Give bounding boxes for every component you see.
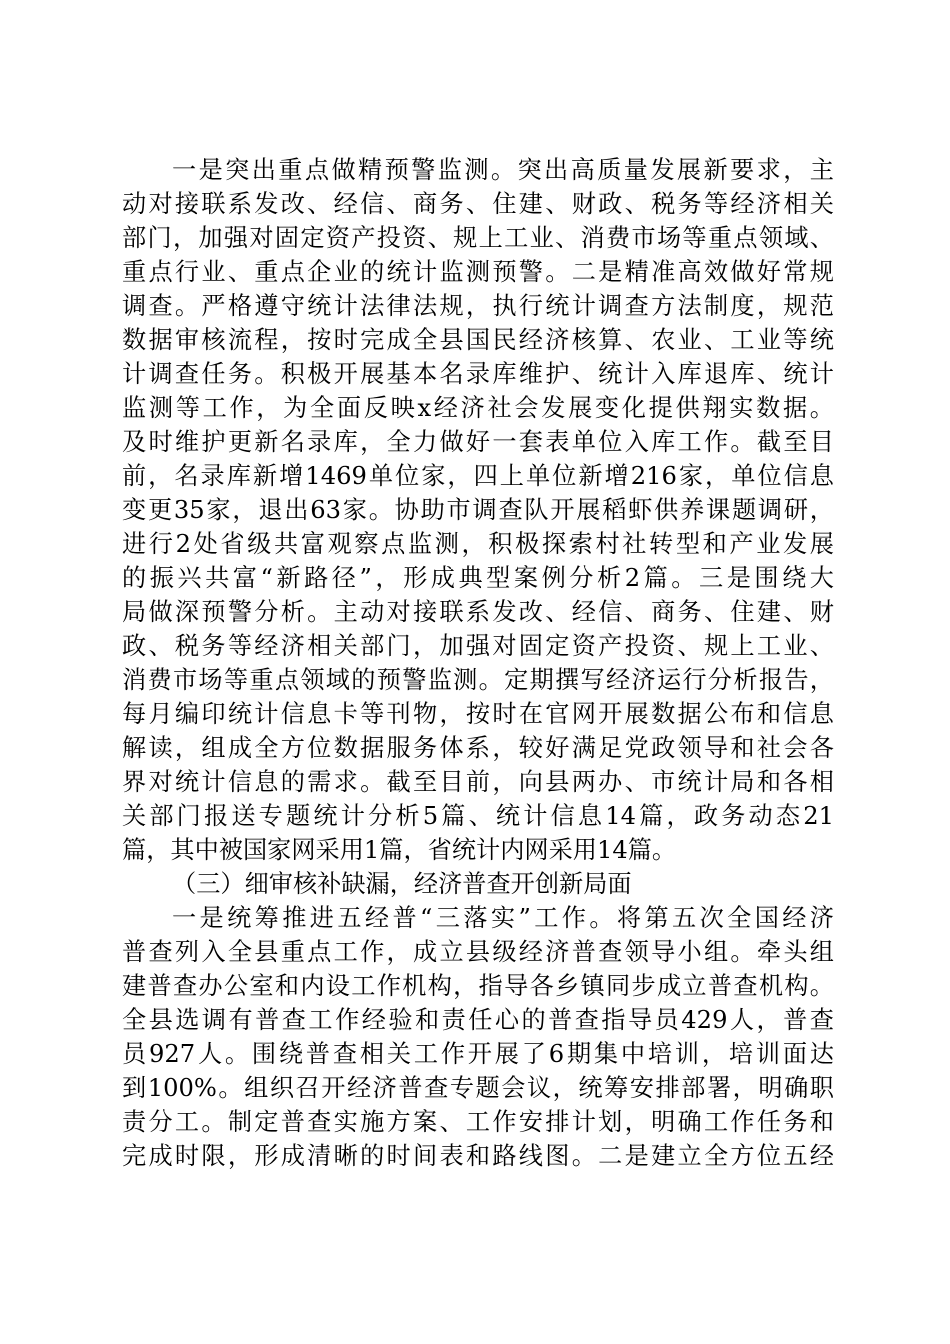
document-body (122, 153, 834, 1173)
paragraph-1-line: 一是突出重点做精预警监测。突出高质量发展新要求，主 (172, 156, 834, 184)
paragraph-1-line: 调查。严格遵守统计法律法规，执行统计调查方法制度，规范 (122, 292, 834, 320)
paragraph-1-line: 动对接联系发改、经信、商务、住建、财政、税务等经济相关 (122, 190, 834, 218)
paragraph-2-line: 建普查办公室和内设工作机构，指导各乡镇同步成立普查机构。 (122, 972, 834, 1000)
section-heading: （三）细审核补缺漏，经济普查开创新局面 (172, 870, 632, 898)
paragraph-1-line: 消费市场等重点领域的预警监测。定期撰写经济运行分析报告， (122, 666, 834, 694)
paragraph-1-line: 每月编印统计信息卡等刊物，按时在官网开展数据公布和信息 (122, 700, 834, 728)
paragraph-1-line: 的振兴共富“新路径”，形成典型案例分析2篇。三是围绕大 (122, 564, 834, 592)
paragraph-2-line: 一是统筹推进五经普“三落实”工作。将第五次全国经济 (172, 904, 834, 932)
paragraph-2-line: 员927人。围绕普查相关工作开展了6期集中培训，培训面达 (122, 1040, 834, 1068)
paragraph-1-line: 部门，加强对固定资产投资、规上工业、消费市场等重点领域、 (122, 224, 834, 252)
paragraph-2-line: 责分工。制定普查实施方案、工作安排计划，明确工作任务和 (122, 1108, 834, 1136)
paragraph-1-line: 变更35家，退出63家。协助市调查队开展稻虾供养课题调研， (122, 496, 834, 524)
paragraph-1-line: 局做深预警分析。主动对接联系发改、经信、商务、住建、财 (122, 598, 834, 626)
paragraph-1-line: 解读，组成全方位数据服务体系，较好满足党政领导和社会各 (122, 734, 834, 762)
paragraph-1-line: 前，名录库新增1469单位家，四上单位新增216家，单位信息 (122, 462, 834, 490)
paragraph-1-line: 计调查任务。积极开展基本名录库维护、统计入库退库、统计 (122, 360, 834, 388)
paragraph-1-line: 监测等工作，为全面反映x经济社会发展变化提供翔实数据。 (122, 394, 834, 422)
paragraph-1-line: 篇，其中被国家网采用1篇，省统计内网采用14篇。 (122, 836, 677, 864)
paragraph-2-line: 全县选调有普查工作经验和责任心的普查指导员429人，普查 (122, 1006, 834, 1034)
paragraph-2-line: 到100%。组织召开经济普查专题会议，统筹安排部署，明确职 (122, 1074, 834, 1102)
paragraph-1-line: 政、税务等经济相关部门，加强对固定资产投资、规上工业、 (122, 632, 834, 660)
paragraph-1-line: 重点行业、重点企业的统计监测预警。二是精准高效做好常规 (122, 258, 834, 286)
paragraph-1-line: 数据审核流程，按时完成全县国民经济核算、农业、工业等统 (122, 326, 834, 354)
paragraph-1-line: 关部门报送专题统计分析5篇、统计信息14篇，政务动态21 (122, 802, 834, 830)
paragraph-2-line: 完成时限，形成清晰的时间表和路线图。二是建立全方位五经 (122, 1142, 834, 1170)
paragraph-1-line: 界对统计信息的需求。截至目前，向县两办、市统计局和各相 (122, 768, 834, 796)
paragraph-2-line: 普查列入全县重点工作，成立县级经济普查领导小组。牵头组 (122, 938, 834, 966)
paragraph-1-line: 进行2处省级共富观察点监测，积极探索村社转型和产业发展 (122, 530, 834, 558)
paragraph-1-line: 及时维护更新名录库，全力做好一套表单位入库工作。截至目 (122, 428, 834, 456)
